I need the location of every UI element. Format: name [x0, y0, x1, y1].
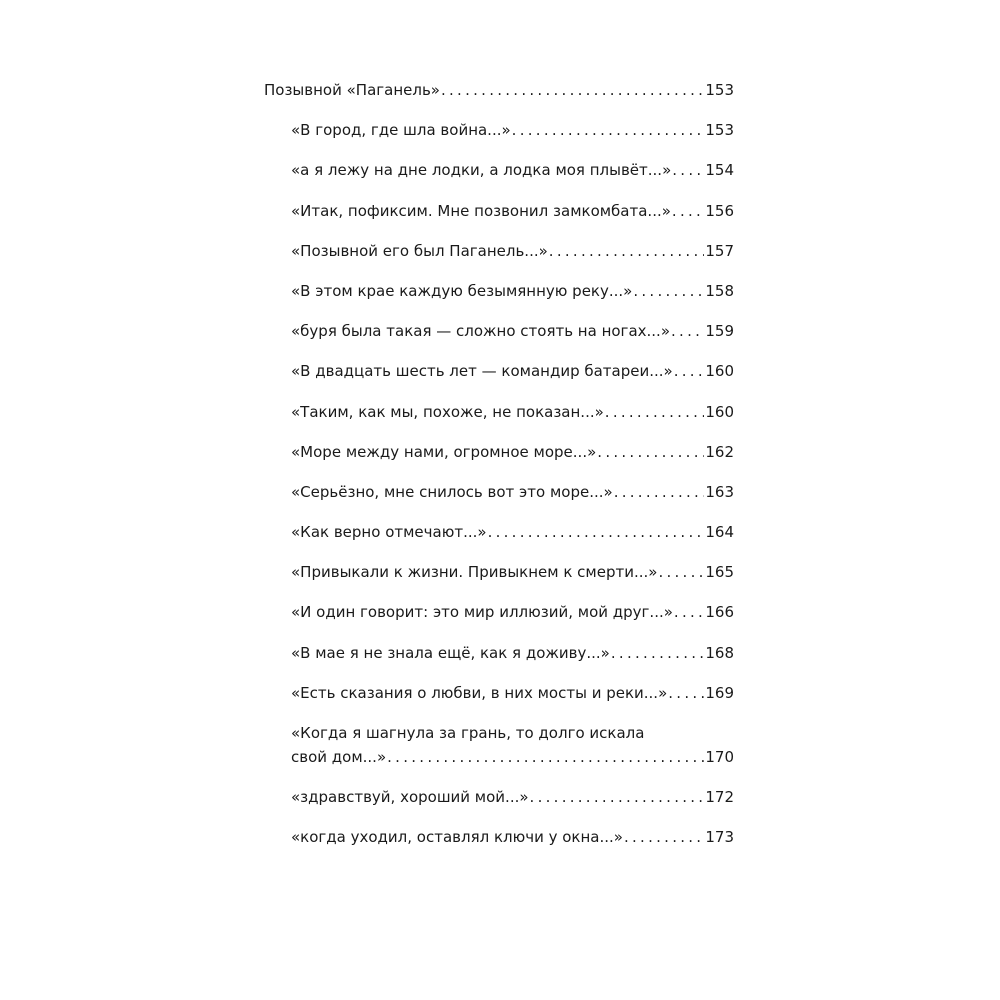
toc-entry	[291, 520, 734, 544]
dot-leader	[672, 158, 704, 182]
toc-entry-page: 165	[705, 563, 734, 582]
toc-entry-page: 170	[705, 748, 734, 766]
toc-entry-title: «В мае я не знала ещё, как я доживу...»	[291, 643, 610, 662]
toc-entry-title: «И один говорит: это мир иллюзий, мой друг...»	[291, 603, 673, 622]
toc-entry-title: «Как верно отмечают...»	[291, 523, 487, 542]
toc-entry	[291, 560, 734, 584]
toc-entry	[291, 681, 734, 705]
toc-entry	[291, 239, 734, 263]
toc-entry	[291, 480, 734, 504]
toc-entry-page: 163	[705, 482, 734, 501]
toc-entry	[291, 400, 734, 424]
toc-entry-page: 158	[705, 281, 734, 300]
dot-leader	[614, 480, 705, 504]
toc-entry-title: «Позывной его был Паганель...»	[291, 241, 548, 260]
toc-entry-title: «Итак, пофиксим. Мне позвонил замкомбата...»	[291, 201, 671, 220]
toc-entry-page: 172	[705, 788, 734, 807]
toc-entry	[291, 359, 734, 383]
toc-entry-page: 157	[705, 241, 734, 260]
dot-leader	[672, 199, 704, 223]
toc-entry-title: «буря была такая — сложно стоять на ногах...»	[291, 322, 670, 341]
toc-entry-title: «Есть сказания о любви, в них мосты и реки...»	[291, 683, 668, 702]
toc-entry-page: 168	[705, 643, 734, 662]
toc-entry	[291, 199, 734, 223]
dot-leader	[530, 785, 705, 809]
toc-entry-title: Позывной «Паганель»	[264, 81, 440, 99]
toc-entry-title: «а я лежу на дне лодки, а лодка моя плывёт...»	[291, 161, 672, 180]
toc-entry-page: 169	[705, 683, 734, 702]
toc-entry	[291, 600, 734, 624]
toc-entry-title: «Серьёзно, мне снилось вот это море...»	[291, 482, 613, 501]
toc-entry	[291, 785, 734, 809]
toc-entry	[291, 118, 734, 142]
toc-entry-page: 164	[705, 523, 734, 542]
dot-leader	[605, 400, 705, 424]
dot-leader	[674, 359, 705, 383]
toc-entry-page: 156	[705, 201, 734, 220]
dot-leader	[441, 78, 704, 102]
toc-entry-page: 173	[705, 828, 734, 847]
dot-leader	[597, 440, 704, 464]
toc-entry	[291, 721, 734, 769]
toc-entry-page: 153	[705, 81, 734, 99]
toc-entry-title-line2: свой дом...»	[291, 748, 387, 766]
dot-leader	[488, 520, 705, 544]
toc-entry-page: 160	[705, 362, 734, 381]
toc-entry-title: «В этом крае каждую безымянную реку...»	[291, 281, 633, 300]
toc-entry-page: 159	[705, 322, 734, 341]
toc-entry-title: «Привыкали к жизни. Привыкнем к смерти...»	[291, 563, 658, 582]
dot-leader	[512, 118, 705, 142]
toc-entry-page: 160	[705, 402, 734, 421]
toc-entry-title: «когда уходил, оставлял ключи у окна...»	[291, 828, 623, 847]
toc-entry-title: «здравствуй, хороший мой...»	[291, 788, 529, 807]
toc-entry	[291, 279, 734, 303]
toc-entry	[291, 158, 734, 182]
toc-entry-page: 166	[705, 603, 734, 622]
toc-entry-section	[264, 78, 734, 102]
toc-entry-page: 162	[705, 442, 734, 461]
dot-leader	[387, 745, 704, 769]
toc-entry-title-line1: «Когда я шагнула за грань, то долго искала	[291, 724, 645, 742]
dot-leader	[611, 641, 704, 665]
toc-entry	[291, 440, 734, 464]
dot-leader	[658, 560, 704, 584]
dot-leader	[674, 600, 704, 624]
toc-entry	[291, 641, 734, 665]
toc-entry-page: 154	[705, 161, 734, 180]
toc-entry-title: «Море между нами, огромное море...»	[291, 442, 597, 461]
dot-leader	[624, 825, 704, 849]
table-of-contents	[264, 78, 734, 866]
toc-entry-title: «Таким, как мы, похоже, не показан...»	[291, 402, 604, 421]
dot-leader	[633, 279, 704, 303]
dot-leader	[549, 239, 705, 263]
toc-entry-title: «В город, где шла война...»	[291, 121, 511, 140]
toc-entry-page: 153	[705, 121, 734, 140]
dot-leader	[671, 319, 704, 343]
toc-entry	[291, 319, 734, 343]
dot-leader	[668, 681, 704, 705]
toc-entry	[291, 825, 734, 849]
toc-entry-title: «В двадцать шесть лет — командир батареи...»	[291, 362, 673, 381]
